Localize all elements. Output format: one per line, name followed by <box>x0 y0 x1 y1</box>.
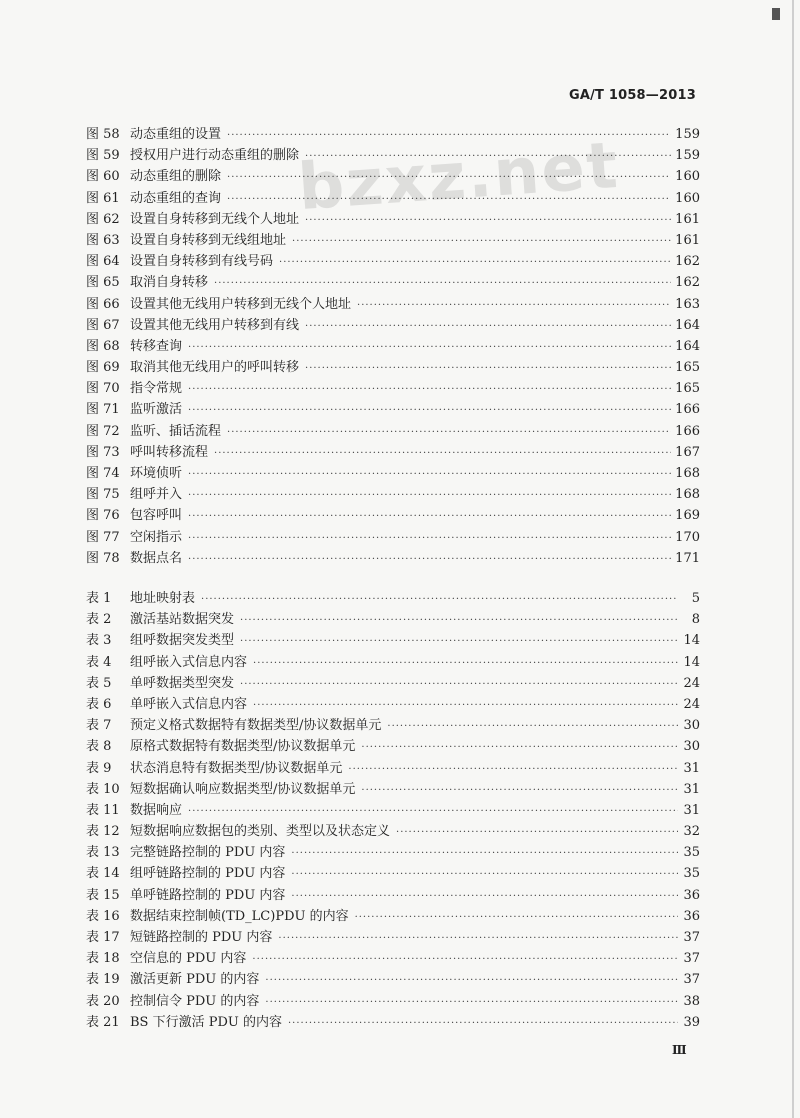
entry-label: 表 15 <box>86 887 120 903</box>
entry-title: 设置其他无线用户转移到有线 <box>130 317 300 333</box>
figure-list <box>86 123 700 568</box>
figure-entry[interactable] <box>86 483 700 504</box>
entry-page: 24 <box>683 675 700 691</box>
entry-label: 图 66 <box>86 296 120 312</box>
entry-title: 完整链路控制的 PDU 内容 <box>130 845 286 861</box>
dot-leader <box>357 300 671 311</box>
entry-page: 32 <box>683 824 700 840</box>
figure-entry[interactable] <box>86 504 700 525</box>
dot-leader <box>292 236 671 247</box>
figure-entry[interactable] <box>86 165 700 186</box>
entry-page: 161 <box>675 211 700 227</box>
entry-page: 38 <box>683 993 700 1009</box>
entry-page: 14 <box>683 654 700 670</box>
entry-label: 表 13 <box>86 845 120 861</box>
entry-label: 图 74 <box>86 466 120 481</box>
entry-page: 37 <box>683 951 700 967</box>
dot-leader <box>188 533 671 544</box>
table-entry[interactable] <box>86 820 700 841</box>
figure-entry[interactable] <box>86 144 700 165</box>
dot-leader <box>361 742 678 753</box>
entry-title: 取消其他无线用户的呼叫转移 <box>130 360 300 376</box>
entry-page: 159 <box>675 127 700 142</box>
table-entry[interactable] <box>86 841 700 862</box>
entry-page: 162 <box>675 275 700 291</box>
entry-title: 包容呼叫 <box>130 508 183 524</box>
dot-leader <box>279 257 671 268</box>
entry-page: 168 <box>675 487 700 503</box>
entry-page: 171 <box>675 550 700 566</box>
entry-page: 168 <box>675 466 700 481</box>
dot-leader <box>188 554 671 565</box>
entry-page: 169 <box>675 508 700 524</box>
dot-leader <box>214 278 671 289</box>
figure-entry[interactable] <box>86 441 700 462</box>
entry-label: 图 72 <box>86 423 120 439</box>
figure-entry[interactable] <box>86 335 700 356</box>
table-entry[interactable] <box>86 693 700 714</box>
figure-entry[interactable] <box>86 208 700 229</box>
entry-label: 表 17 <box>86 930 120 945</box>
entry-title: 设置其他无线用户转移到无线个人地址 <box>130 296 352 312</box>
table-entry[interactable] <box>86 990 700 1011</box>
entry-title: BS 下行激活 PDU 的内容 <box>130 1014 282 1030</box>
entry-label: 表 8 <box>86 739 112 755</box>
entry-title: 组呼链路控制的 PDU 内容 <box>130 866 286 882</box>
dot-leader <box>188 469 671 480</box>
dot-leader <box>291 869 678 880</box>
entry-title: 短数据响应数据包的类别、类型以及状态定义 <box>130 824 391 840</box>
entry-label: 图 76 <box>86 508 120 524</box>
entry-title: 空信息的 PDU 内容 <box>130 951 247 967</box>
entry-title: 动态重组的设置 <box>130 127 222 142</box>
dot-leader <box>227 194 671 205</box>
entry-page: 31 <box>683 760 700 776</box>
entry-page: 166 <box>675 423 700 439</box>
entry-page: 39 <box>683 1014 700 1030</box>
dot-leader <box>253 700 678 711</box>
entry-title: 环境侦听 <box>130 466 183 481</box>
page-folio: Ⅲ <box>672 1043 686 1057</box>
table-entry[interactable] <box>86 651 700 672</box>
entry-title: 控制信令 PDU 的内容 <box>130 993 260 1009</box>
entry-page: 31 <box>683 781 700 797</box>
entry-title: 组呼并入 <box>130 487 183 503</box>
entry-page: 165 <box>675 381 700 397</box>
entry-label: 图 60 <box>86 169 120 185</box>
entry-title: 数据点名 <box>130 550 183 566</box>
entry-label: 表 3 <box>86 633 112 649</box>
entry-label: 表 10 <box>86 781 120 797</box>
dot-leader <box>265 997 678 1008</box>
entry-page: 5 <box>691 591 700 606</box>
entry-label: 图 58 <box>86 127 120 142</box>
entry-page: 160 <box>675 169 700 185</box>
table-entry[interactable] <box>86 672 700 693</box>
figure-entry[interactable] <box>86 398 700 419</box>
entry-title: 监听激活 <box>130 402 183 418</box>
entry-page: 37 <box>683 930 700 945</box>
entry-title: 空闲指示 <box>130 529 183 545</box>
entry-title: 动态重组的查询 <box>130 190 222 206</box>
dot-leader <box>288 1018 678 1029</box>
entry-page: 161 <box>675 232 700 248</box>
entry-page: 170 <box>675 529 700 545</box>
entry-page: 8 <box>691 612 700 628</box>
dot-leader <box>291 848 678 859</box>
dot-leader <box>265 975 678 986</box>
entry-title: 动态重组的删除 <box>130 169 222 185</box>
entry-title: 组呼嵌入式信息内容 <box>130 654 248 670</box>
dot-leader <box>361 785 678 796</box>
entry-label: 表 21 <box>86 1014 120 1030</box>
entry-label: 表 12 <box>86 824 120 840</box>
entry-page: 164 <box>675 317 700 333</box>
entry-label: 图 67 <box>86 317 120 333</box>
entry-title: 原格式数据特有数据类型/协议数据单元 <box>130 739 356 755</box>
entry-label: 表 14 <box>86 866 120 882</box>
entry-page: 30 <box>683 739 700 755</box>
entry-page: 35 <box>683 845 700 861</box>
entry-label: 图 61 <box>86 190 120 206</box>
figure-entry[interactable] <box>86 229 700 250</box>
figure-entry[interactable] <box>86 526 700 547</box>
entry-page: 163 <box>675 296 700 312</box>
scan-edge <box>792 0 794 1118</box>
entry-label: 图 78 <box>86 550 120 566</box>
dot-leader <box>355 912 678 923</box>
figure-entry[interactable] <box>86 187 700 208</box>
dot-leader <box>387 721 678 732</box>
entry-page: 14 <box>683 633 700 649</box>
entry-label: 图 68 <box>86 338 120 354</box>
entry-page: 162 <box>675 254 700 270</box>
figure-entry[interactable] <box>86 271 700 292</box>
entry-title: 设置自身转移到无线组地址 <box>130 232 287 248</box>
dot-leader <box>188 806 678 817</box>
dot-leader <box>188 490 671 501</box>
entry-label: 图 77 <box>86 529 120 545</box>
entry-title: 数据响应 <box>130 802 183 818</box>
figure-entry[interactable] <box>86 547 700 568</box>
dot-leader <box>305 151 671 162</box>
entry-title: 指令常规 <box>130 381 183 397</box>
dot-leader <box>305 363 671 374</box>
dot-leader <box>188 342 671 353</box>
entry-title: 转移查询 <box>130 338 183 354</box>
dot-leader <box>227 172 671 183</box>
table-entry[interactable] <box>86 757 700 778</box>
entry-title: 监听、插话流程 <box>130 423 222 439</box>
dot-leader <box>227 130 671 141</box>
entry-title: 设置自身转移到无线个人地址 <box>130 211 300 227</box>
entry-label: 表 11 <box>86 802 120 818</box>
entry-page: 36 <box>683 908 700 924</box>
entry-label: 表 2 <box>86 612 112 628</box>
figure-entry[interactable] <box>86 462 700 483</box>
entry-page: 165 <box>675 360 700 376</box>
entry-title: 状态消息特有数据类型/协议数据单元 <box>130 760 343 776</box>
table-entry[interactable] <box>86 947 700 968</box>
entry-label: 图 63 <box>86 232 120 248</box>
entry-title: 设置自身转移到有线号码 <box>130 254 274 270</box>
entry-label: 表 1 <box>86 591 112 606</box>
entry-title: 激活更新 PDU 的内容 <box>130 972 260 988</box>
dot-leader <box>240 615 678 626</box>
entry-label: 图 71 <box>86 402 120 418</box>
table-entry[interactable] <box>86 884 700 905</box>
dot-leader <box>252 954 678 965</box>
dot-leader <box>291 891 678 902</box>
table-entry[interactable] <box>86 587 700 608</box>
entry-title: 地址映射表 <box>130 591 196 606</box>
corner-mark <box>772 8 780 20</box>
entry-page: 159 <box>675 148 700 164</box>
table-list <box>86 587 700 1032</box>
entry-page: 31 <box>683 802 700 818</box>
figure-entry[interactable] <box>86 314 700 335</box>
table-entry[interactable] <box>86 799 700 820</box>
entry-label: 表 7 <box>86 718 112 734</box>
entry-page: 166 <box>675 402 700 418</box>
entry-title: 预定义格式数据特有数据类型/协议数据单元 <box>130 718 382 734</box>
table-entry[interactable] <box>86 778 700 799</box>
dot-leader <box>305 321 671 332</box>
entry-title: 短链路控制的 PDU 内容 <box>130 930 273 945</box>
table-entry[interactable] <box>86 629 700 650</box>
figure-entry[interactable] <box>86 250 700 271</box>
figure-entry[interactable] <box>86 293 700 314</box>
entry-label: 表 5 <box>86 675 112 691</box>
entry-page: 36 <box>683 887 700 903</box>
entry-page: 37 <box>683 972 700 988</box>
dot-leader <box>227 427 671 438</box>
table-entry[interactable] <box>86 968 700 989</box>
entry-label: 表 16 <box>86 908 120 924</box>
dot-leader <box>201 594 678 605</box>
entry-label: 表 20 <box>86 993 120 1009</box>
entry-label: 表 6 <box>86 696 112 712</box>
entry-label: 图 75 <box>86 487 120 503</box>
watermark: bzxz.net <box>295 128 622 226</box>
dot-leader <box>240 636 678 647</box>
entry-title: 呼叫转移流程 <box>130 444 209 460</box>
table-entry[interactable] <box>86 905 700 926</box>
entry-page: 30 <box>683 718 700 734</box>
dot-leader <box>188 405 671 416</box>
entry-title: 授权用户进行动态重组的删除 <box>130 148 300 164</box>
entry-label: 表 18 <box>86 951 120 967</box>
entry-title: 单呼数据类型突发 <box>130 675 235 691</box>
entry-page: 164 <box>675 338 700 354</box>
dot-leader <box>253 658 678 669</box>
entry-label: 图 73 <box>86 444 120 460</box>
dot-leader <box>240 679 678 690</box>
entry-label: 表 19 <box>86 972 120 988</box>
entry-label: 图 65 <box>86 275 120 291</box>
entry-label: 表 9 <box>86 760 112 776</box>
entry-title: 取消自身转移 <box>130 275 209 291</box>
table-entry[interactable] <box>86 926 700 947</box>
entry-label: 图 69 <box>86 360 120 376</box>
entry-page: 167 <box>675 444 700 460</box>
entry-page: 160 <box>675 190 700 206</box>
entry-label: 表 4 <box>86 654 112 670</box>
table-entry[interactable] <box>86 608 700 629</box>
dot-leader <box>278 933 678 944</box>
table-entry[interactable] <box>86 735 700 756</box>
dot-leader <box>188 511 671 522</box>
entry-title: 单呼嵌入式信息内容 <box>130 696 248 712</box>
entry-title: 短数据确认响应数据类型/协议数据单元 <box>130 781 356 797</box>
figure-entry[interactable] <box>86 377 700 398</box>
dot-leader <box>396 827 678 838</box>
entry-title: 组呼数据突发类型 <box>130 633 235 649</box>
entry-page: 35 <box>683 866 700 882</box>
entry-page: 24 <box>683 696 700 712</box>
table-entry[interactable] <box>86 714 700 735</box>
entry-label: 图 70 <box>86 381 120 397</box>
table-entry[interactable] <box>86 1011 700 1032</box>
entry-title: 激活基站数据突发 <box>130 612 235 628</box>
figure-entry[interactable] <box>86 123 700 144</box>
dot-leader <box>214 448 671 459</box>
figure-entry[interactable] <box>86 420 700 441</box>
table-entry[interactable] <box>86 862 700 883</box>
dot-leader <box>188 384 671 395</box>
entry-label: 图 62 <box>86 211 120 227</box>
entry-label: 图 59 <box>86 148 120 164</box>
document-id: GA/T 1058—2013 <box>568 88 696 103</box>
dot-leader <box>348 764 678 775</box>
entry-title: 单呼链路控制的 PDU 内容 <box>130 887 286 903</box>
dot-leader <box>305 215 671 226</box>
entry-title: 数据结束控制帧(TD_LC)PDU 的内容 <box>130 908 349 924</box>
figure-entry[interactable] <box>86 356 700 377</box>
entry-label: 图 64 <box>86 254 120 270</box>
